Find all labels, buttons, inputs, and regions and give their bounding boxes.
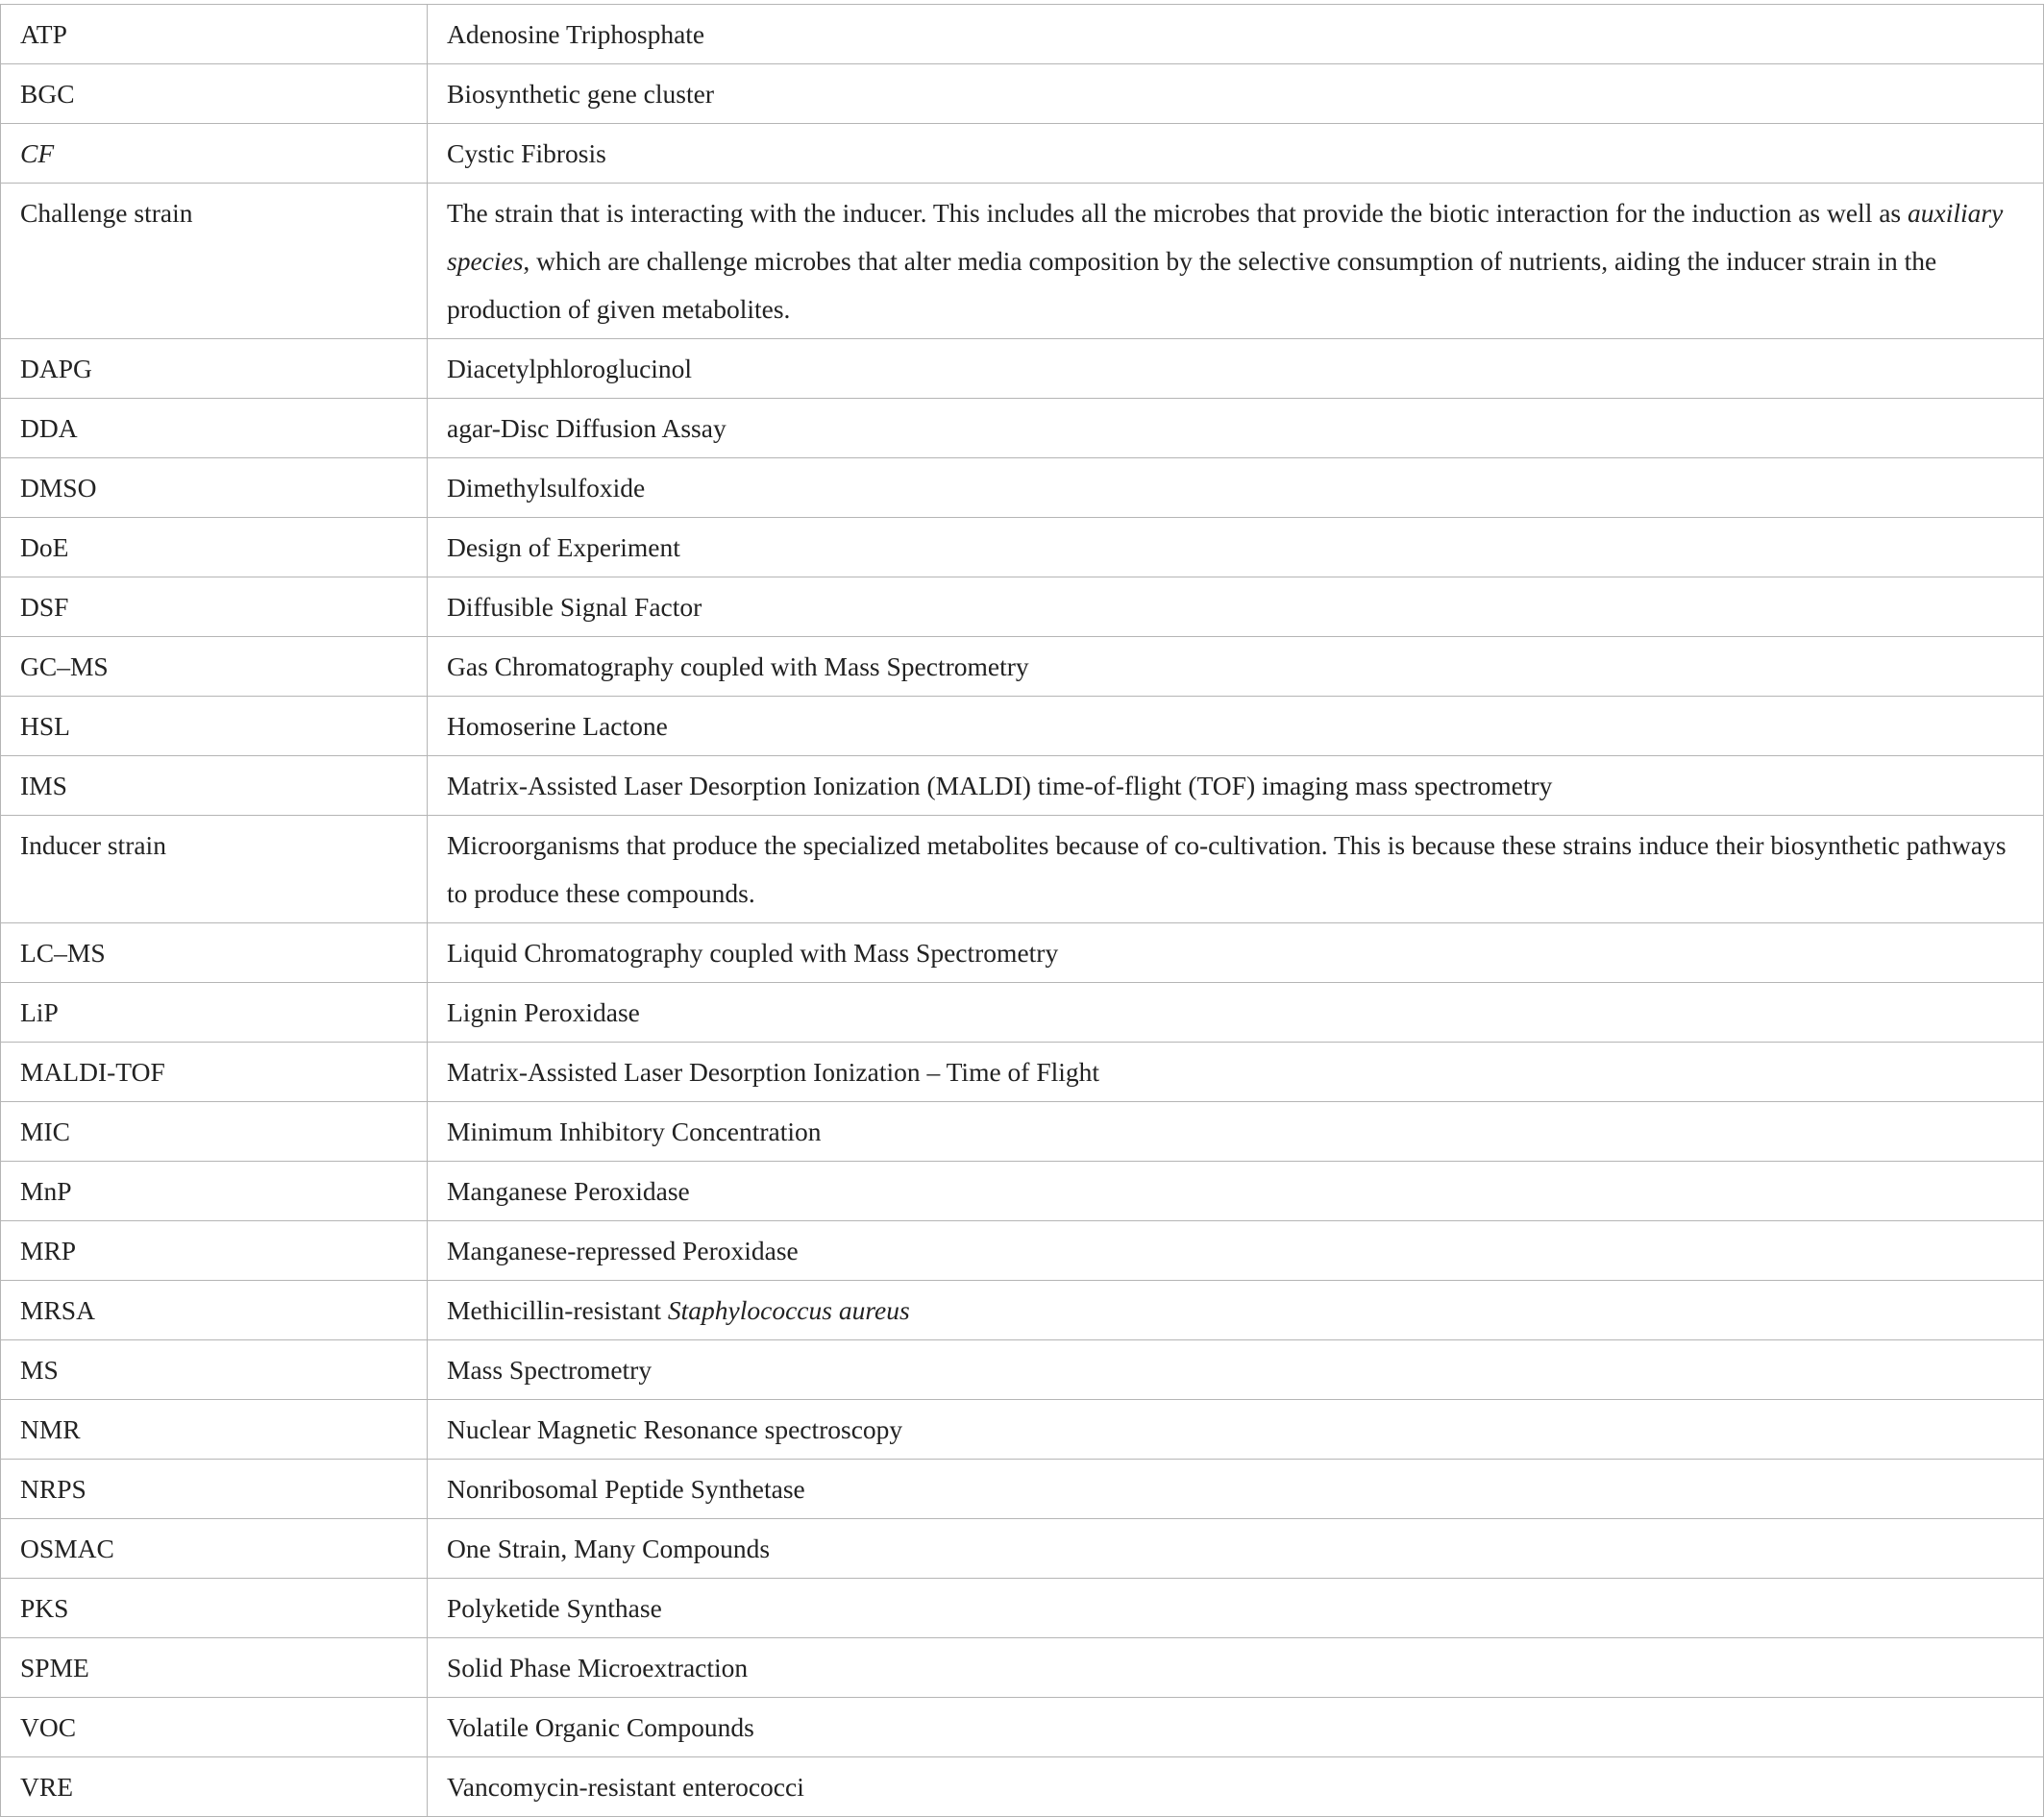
abbreviation-cell: Challenge strain (1, 184, 428, 339)
definition-cell: Microorganisms that produce the specialized metabolites because of co-cultivation. This is because these strains induce their biosynthetic pathways to produce these compounds. (428, 816, 2044, 923)
abbreviation-cell: MRSA (1, 1281, 428, 1340)
table-row (1, 577, 2044, 637)
definition-cell: Dimethylsulfoxide (428, 458, 2044, 518)
definition-cell: Biosynthetic gene cluster (428, 64, 2044, 124)
table-row (1, 983, 2044, 1043)
table-row (1, 184, 2044, 339)
abbreviation-cell: DDA (1, 399, 428, 458)
table-row (1, 339, 2044, 399)
definition-cell (428, 1281, 2044, 1340)
abbreviation-cell: Inducer strain (1, 816, 428, 923)
definition-cell: Nonribosomal Peptide Synthetase (428, 1460, 2044, 1519)
definition-cell: Solid Phase Microextraction (428, 1638, 2044, 1698)
abbreviation-cell: MRP (1, 1221, 428, 1281)
definition-cell: Adenosine Triphosphate (428, 5, 2044, 64)
definition-cell: Diacetylphloroglucinol (428, 339, 2044, 399)
abbreviation-italic: CF (20, 138, 55, 168)
definition-cell: Minimum Inhibitory Concentration (428, 1102, 2044, 1162)
abbreviation-cell: IMS (1, 756, 428, 816)
definition-cell: agar-Disc Diffusion Assay (428, 399, 2044, 458)
table-row (1, 1757, 2044, 1817)
definition-text: The strain that is interacting with the inducer. This includes all the microbes that provide the biotic interaction for the induction as well as (447, 198, 1908, 228)
definition-cell: Polyketide Synthase (428, 1579, 2044, 1638)
table-row (1, 1400, 2044, 1460)
abbreviation-cell: DoE (1, 518, 428, 577)
definition-cell: Diffusible Signal Factor (428, 577, 2044, 637)
table-row (1, 637, 2044, 697)
definition-cell: Manganese-repressed Peroxidase (428, 1221, 2044, 1281)
table-row (1, 1638, 2044, 1698)
table-row (1, 64, 2044, 124)
abbreviation-cell: PKS (1, 1579, 428, 1638)
definition-cell: One Strain, Many Compounds (428, 1519, 2044, 1579)
abbreviation-cell: VRE (1, 1757, 428, 1817)
abbreviation-cell: DSF (1, 577, 428, 637)
table-row (1, 1221, 2044, 1281)
table-row (1, 697, 2044, 756)
abbreviations-table (0, 4, 2044, 1817)
definition-text: , which are challenge microbes that alter media composition by the selective consumption of nutrients, aiding the inducer strain in the production of given metabolites. (447, 246, 1937, 324)
definition-cell: Homoserine Lactone (428, 697, 2044, 756)
table-row (1, 124, 2044, 184)
definition-italic: auxiliary species (447, 198, 2004, 276)
table-row (1, 1281, 2044, 1340)
table-row (1, 1043, 2044, 1102)
definition-cell: Mass Spectrometry (428, 1340, 2044, 1400)
abbreviation-cell: SPME (1, 1638, 428, 1698)
abbreviation-cell: NMR (1, 1400, 428, 1460)
definition-cell: Gas Chromatography coupled with Mass Spectrometry (428, 637, 2044, 697)
definition-cell: Design of Experiment (428, 518, 2044, 577)
abbreviation-cell: VOC (1, 1698, 428, 1757)
table-row (1, 5, 2044, 64)
table-row (1, 1340, 2044, 1400)
abbreviation-cell: OSMAC (1, 1519, 428, 1579)
table-row (1, 923, 2044, 983)
table-row (1, 1698, 2044, 1757)
table-row (1, 1460, 2044, 1519)
abbreviation-cell: ATP (1, 5, 428, 64)
table-row (1, 816, 2044, 923)
definition-cell: Vancomycin-resistant enterococci (428, 1757, 2044, 1817)
abbreviation-cell (1, 124, 428, 184)
abbreviation-cell: LC–MS (1, 923, 428, 983)
table-row (1, 756, 2044, 816)
abbreviation-cell: NRPS (1, 1460, 428, 1519)
abbreviation-cell: LiP (1, 983, 428, 1043)
abbreviation-cell: GC–MS (1, 637, 428, 697)
table-row (1, 518, 2044, 577)
abbreviation-cell: HSL (1, 697, 428, 756)
definition-cell: Manganese Peroxidase (428, 1162, 2044, 1221)
table-row (1, 458, 2044, 518)
definition-cell: Nuclear Magnetic Resonance spectroscopy (428, 1400, 2044, 1460)
abbreviation-cell: BGC (1, 64, 428, 124)
abbreviation-cell: MS (1, 1340, 428, 1400)
definition-cell: Matrix-Assisted Laser Desorption Ionization (MALDI) time-of-flight (TOF) imaging mass spectrometry (428, 756, 2044, 816)
definition-cell (428, 184, 2044, 339)
table-row (1, 399, 2044, 458)
table-row (1, 1579, 2044, 1638)
abbreviation-cell: DMSO (1, 458, 428, 518)
abbreviation-cell: MIC (1, 1102, 428, 1162)
table-row (1, 1519, 2044, 1579)
definition-cell: Cystic Fibrosis (428, 124, 2044, 184)
definition-cell: Lignin Peroxidase (428, 983, 2044, 1043)
definition-cell: Volatile Organic Compounds (428, 1698, 2044, 1757)
table-row (1, 1102, 2044, 1162)
abbreviation-cell: MALDI-TOF (1, 1043, 428, 1102)
definition-cell: Liquid Chromatography coupled with Mass Spectrometry (428, 923, 2044, 983)
definition-italic: Staphylococcus aureus (667, 1295, 910, 1325)
definition-text: Methicillin-resistant (447, 1295, 668, 1325)
abbreviation-cell: DAPG (1, 339, 428, 399)
table-row (1, 1162, 2044, 1221)
abbreviation-cell: MnP (1, 1162, 428, 1221)
definition-cell: Matrix-Assisted Laser Desorption Ionization – Time of Flight (428, 1043, 2044, 1102)
